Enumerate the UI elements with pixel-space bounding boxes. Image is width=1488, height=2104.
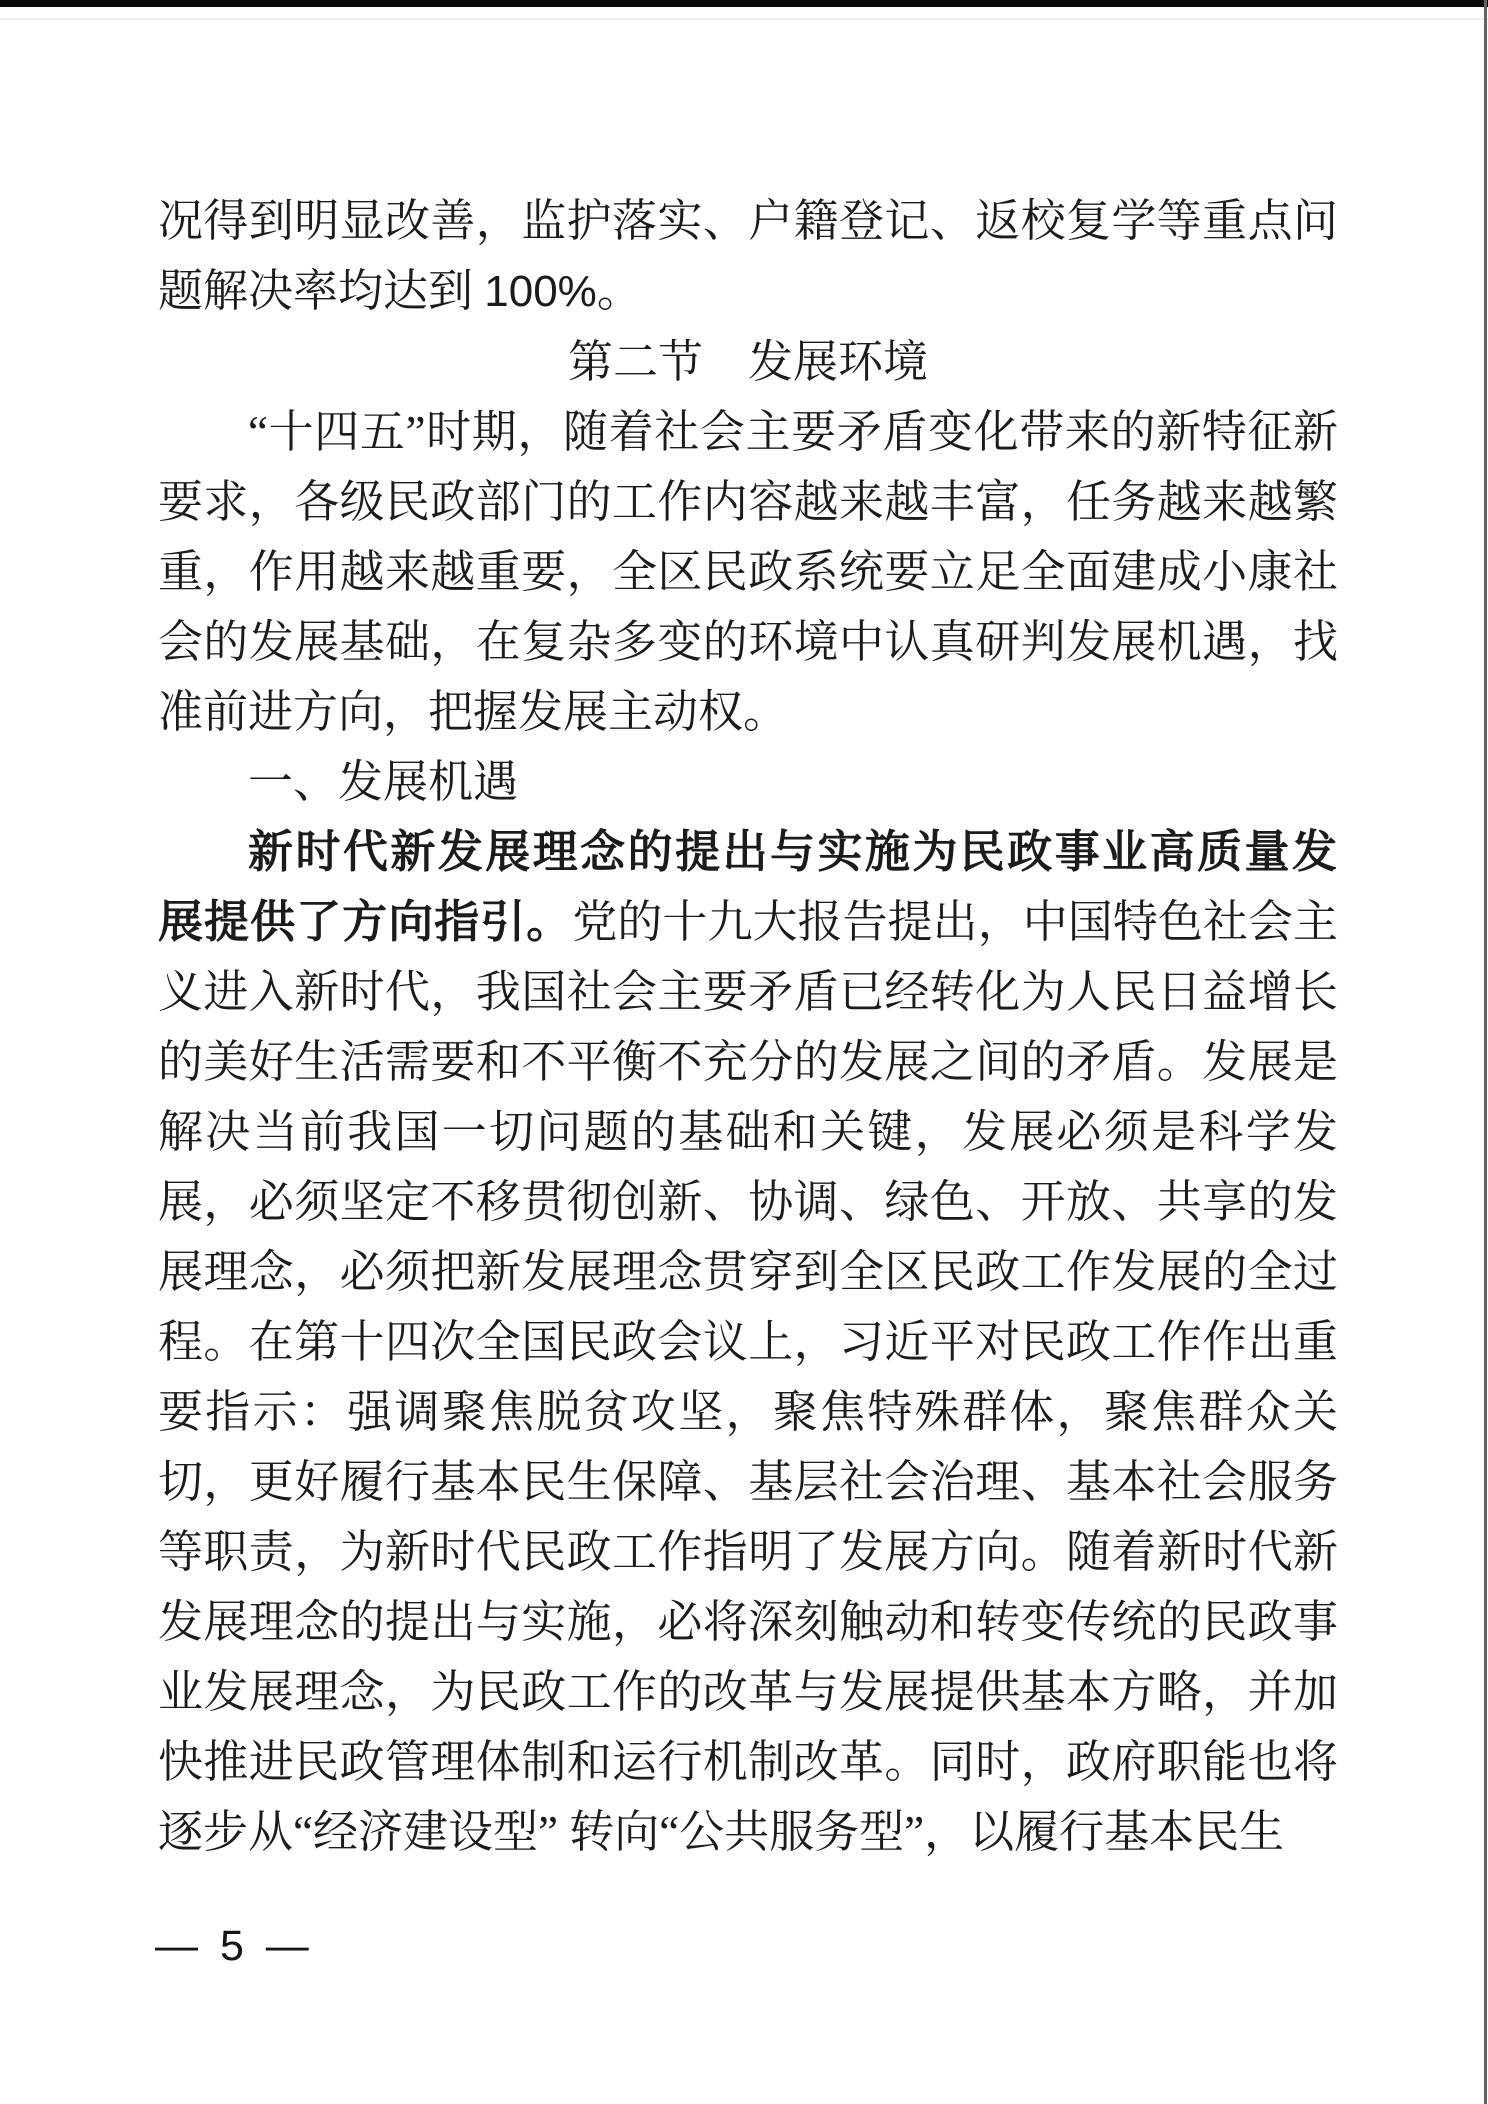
- page-number: — 5 —: [155, 1922, 309, 1970]
- page-top-rule-line: [0, 18, 1488, 20]
- page-content: [158, 186, 1338, 1867]
- page-right-edge: [1484, 0, 1487, 2104]
- continuation-text-pre: 况得到明显改善，监护落实、户籍登记、返校复学等重点问题解决率均达到: [158, 196, 1338, 316]
- paragraph-new-development-concept: [158, 817, 1338, 1867]
- paragraph-development-environment: “十四五”时期，随着社会主要矛盾变化带来的新特征新要求，各级民政部门的工作内容越来越丰富，任务越来越繁重，作用越来越重要，全区民政系统要立足全面建成小康社会的发展基础，在复杂多变的环境中认真研判发展机遇，找准前进方向，把握发展主动权。: [158, 407, 1338, 737]
- paragraph-continuation: [158, 186, 1338, 327]
- subsection-heading-development-opportunities: 一、发展机遇: [248, 757, 519, 807]
- section-heading: 第二节 发展环境: [567, 337, 928, 387]
- bold-lead-sentence: 新时代新发展理念的提出与实施为民政事业高质量发展提供了方向指引。: [158, 827, 1338, 947]
- paragraph-body-text: 党的十九大报告提出，中国特色社会主义进入新时代，我国社会主要矛盾已经转化为人民日益增长的美好生活需要和不平衡不充分的发展之间的矛盾。发展是解决当前我国一切问题的基础和关键，发展必须是科学发展，必须坚定不移贯彻创新、协调、绿色、开放、共享的发展理念，必须把新发展理念贯穿到全区民政工作发展的全过程。在第十四次全国民政会议上，习近平对民政工作作出重要指示：强调聚焦脱贫攻坚，聚焦特殊群体，聚焦群众关切，更好履行基本民生保障、基层社会治理、基本社会服务等职责，为新时代民政工作指明了发展方向。随着新时代新发展理念的提出与实施，必将深刻触动和转变传统的民政事业发展理念，为民政工作的改革与发展提供基本方略，并加快推进民政管理体制和运行机制改革。同时，政府职能也将逐步从“经济建设型” 转向“公共服务型”，以履行基本民生: [158, 897, 1338, 1857]
- page-top-edge: [0, 0, 1488, 7]
- percentage-value: 100%: [484, 267, 597, 316]
- continuation-text-post: 。: [596, 266, 642, 316]
